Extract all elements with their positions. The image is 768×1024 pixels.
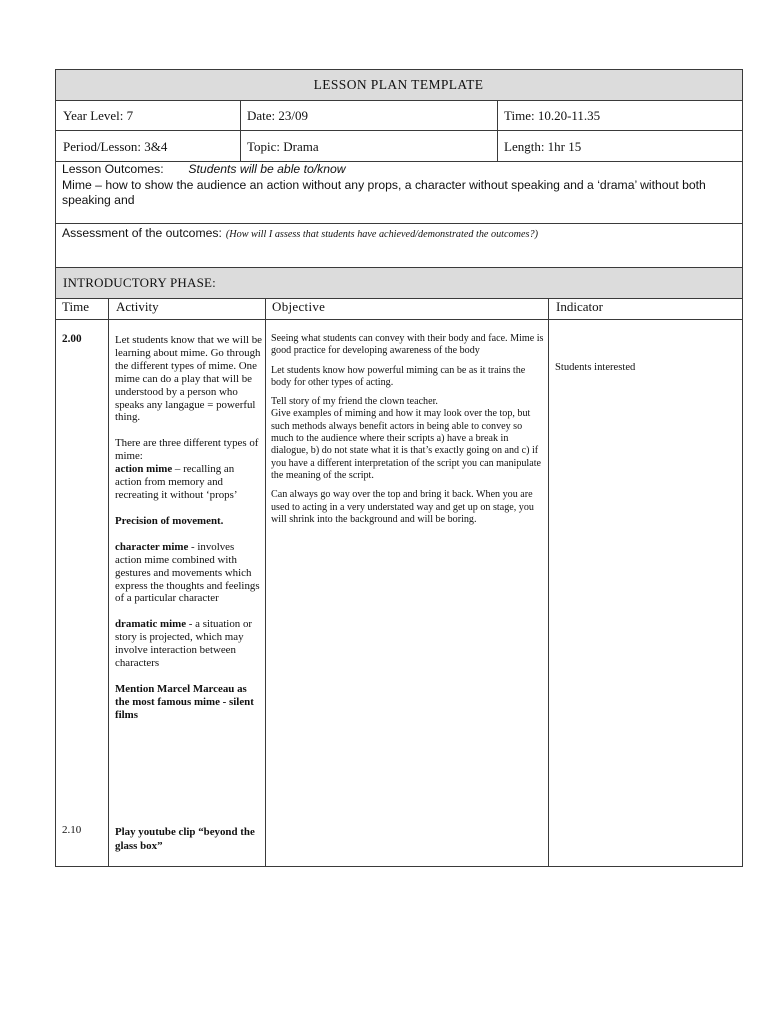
objective-paragraph-1: Seeing what students can convey with their body and face. Mime is good practice for developing awareness of the body	[271, 333, 544, 357]
marceau-text: Mention Marcel Marceau as the most famous mime - silent films	[115, 682, 254, 721]
time-entry-1: 2.00	[62, 333, 82, 345]
action-mime-term: action mime	[115, 463, 173, 476]
lesson-length: Length: 1hr 15	[504, 139, 582, 154]
objective-paragraph-4: Give examples of miming and how it may look over the top, but such methods always benefit actors in being able to convey so much to the audience where their scripts a) have a break in dialogue, b) do not state what it is that’s exactly going on and c) if you have a different interpretation of the script you can manipulate the meaning of the script.	[271, 408, 542, 481]
time-entry-2: 2.10	[62, 824, 82, 836]
objective-paragraph-2: Let students know how powerful miming can be as it trains the body for other types of acting.	[271, 364, 526, 388]
date: Date: 23/09	[247, 108, 309, 123]
assessment-prompt: (How will I assess that students have achieved/demonstrated the outcomes?)	[225, 229, 538, 240]
activity-dramatic-mime	[115, 618, 263, 670]
assessment	[62, 224, 737, 242]
topic: Topic: Drama	[247, 139, 319, 154]
outcomes-label: Lesson Outcomes:	[62, 162, 164, 176]
activity-precision	[115, 515, 263, 528]
activity-character-mime	[115, 541, 263, 606]
indicator-text: Students interested	[555, 362, 636, 373]
year-level: Year Level: 7	[63, 108, 134, 123]
activity-action-mime	[115, 463, 263, 502]
action-mime-description: – recalling an action from memory and recreating it without ‘props’	[115, 463, 238, 501]
period-lesson: Period/Lesson: 3&4	[63, 139, 168, 154]
character-mime-term: character mime	[115, 540, 189, 553]
column-header-objective: Objective	[272, 299, 326, 314]
dramatic-mime-description: - a situation or story is projected, which may involve interaction between characters	[115, 618, 253, 670]
objective-paragraph-5: Can always go way over the top and bring it back. When you are used to acting in a very understated way and get up on stage, you will shrink into the background and will be boring.	[271, 489, 534, 525]
outcomes-prompt: Students will be able to/know	[188, 162, 346, 176]
objective-column	[271, 333, 547, 526]
phase-title: INTRODUCTORY PHASE:	[63, 275, 216, 290]
assessment-label: Assessment of the outcomes:	[62, 226, 222, 240]
column-header-indicator: Indicator	[556, 299, 603, 314]
precision-text: Precision of movement.	[115, 514, 224, 527]
activity-types-intro: There are three different types of mime:	[115, 437, 259, 463]
activity-youtube	[115, 825, 263, 853]
time-slot: Time: 10.20-11.35	[504, 108, 601, 123]
column-header-time: Time	[62, 299, 89, 314]
column-header-activity: Activity	[116, 299, 159, 314]
activity-marceau	[115, 683, 263, 722]
outcomes-text: Mime – how to show the audience an action without any props, a character without speaking and a ‘drama’ without both speaking and	[62, 177, 706, 207]
activity-intro: Let students know that we will be learning about mime. Go through the different types of mime. One mime can do a play that will be understood by a person who speaks any langague = powerful thing.	[115, 334, 262, 424]
document-title: LESSON PLAN TEMPLATE	[313, 77, 484, 92]
activity-column	[115, 334, 263, 722]
dramatic-mime-term: dramatic mime	[115, 618, 187, 631]
objective-paragraph-3: Tell story of my friend the clown teacher.	[271, 396, 438, 408]
youtube-text: Play youtube clip “beyond the glass box”	[115, 826, 255, 852]
lesson-outcomes	[62, 162, 737, 209]
character-mime-description: - involves action mime combined with gestures and movements which express the thoughts and feelings of a particular character	[115, 540, 260, 605]
